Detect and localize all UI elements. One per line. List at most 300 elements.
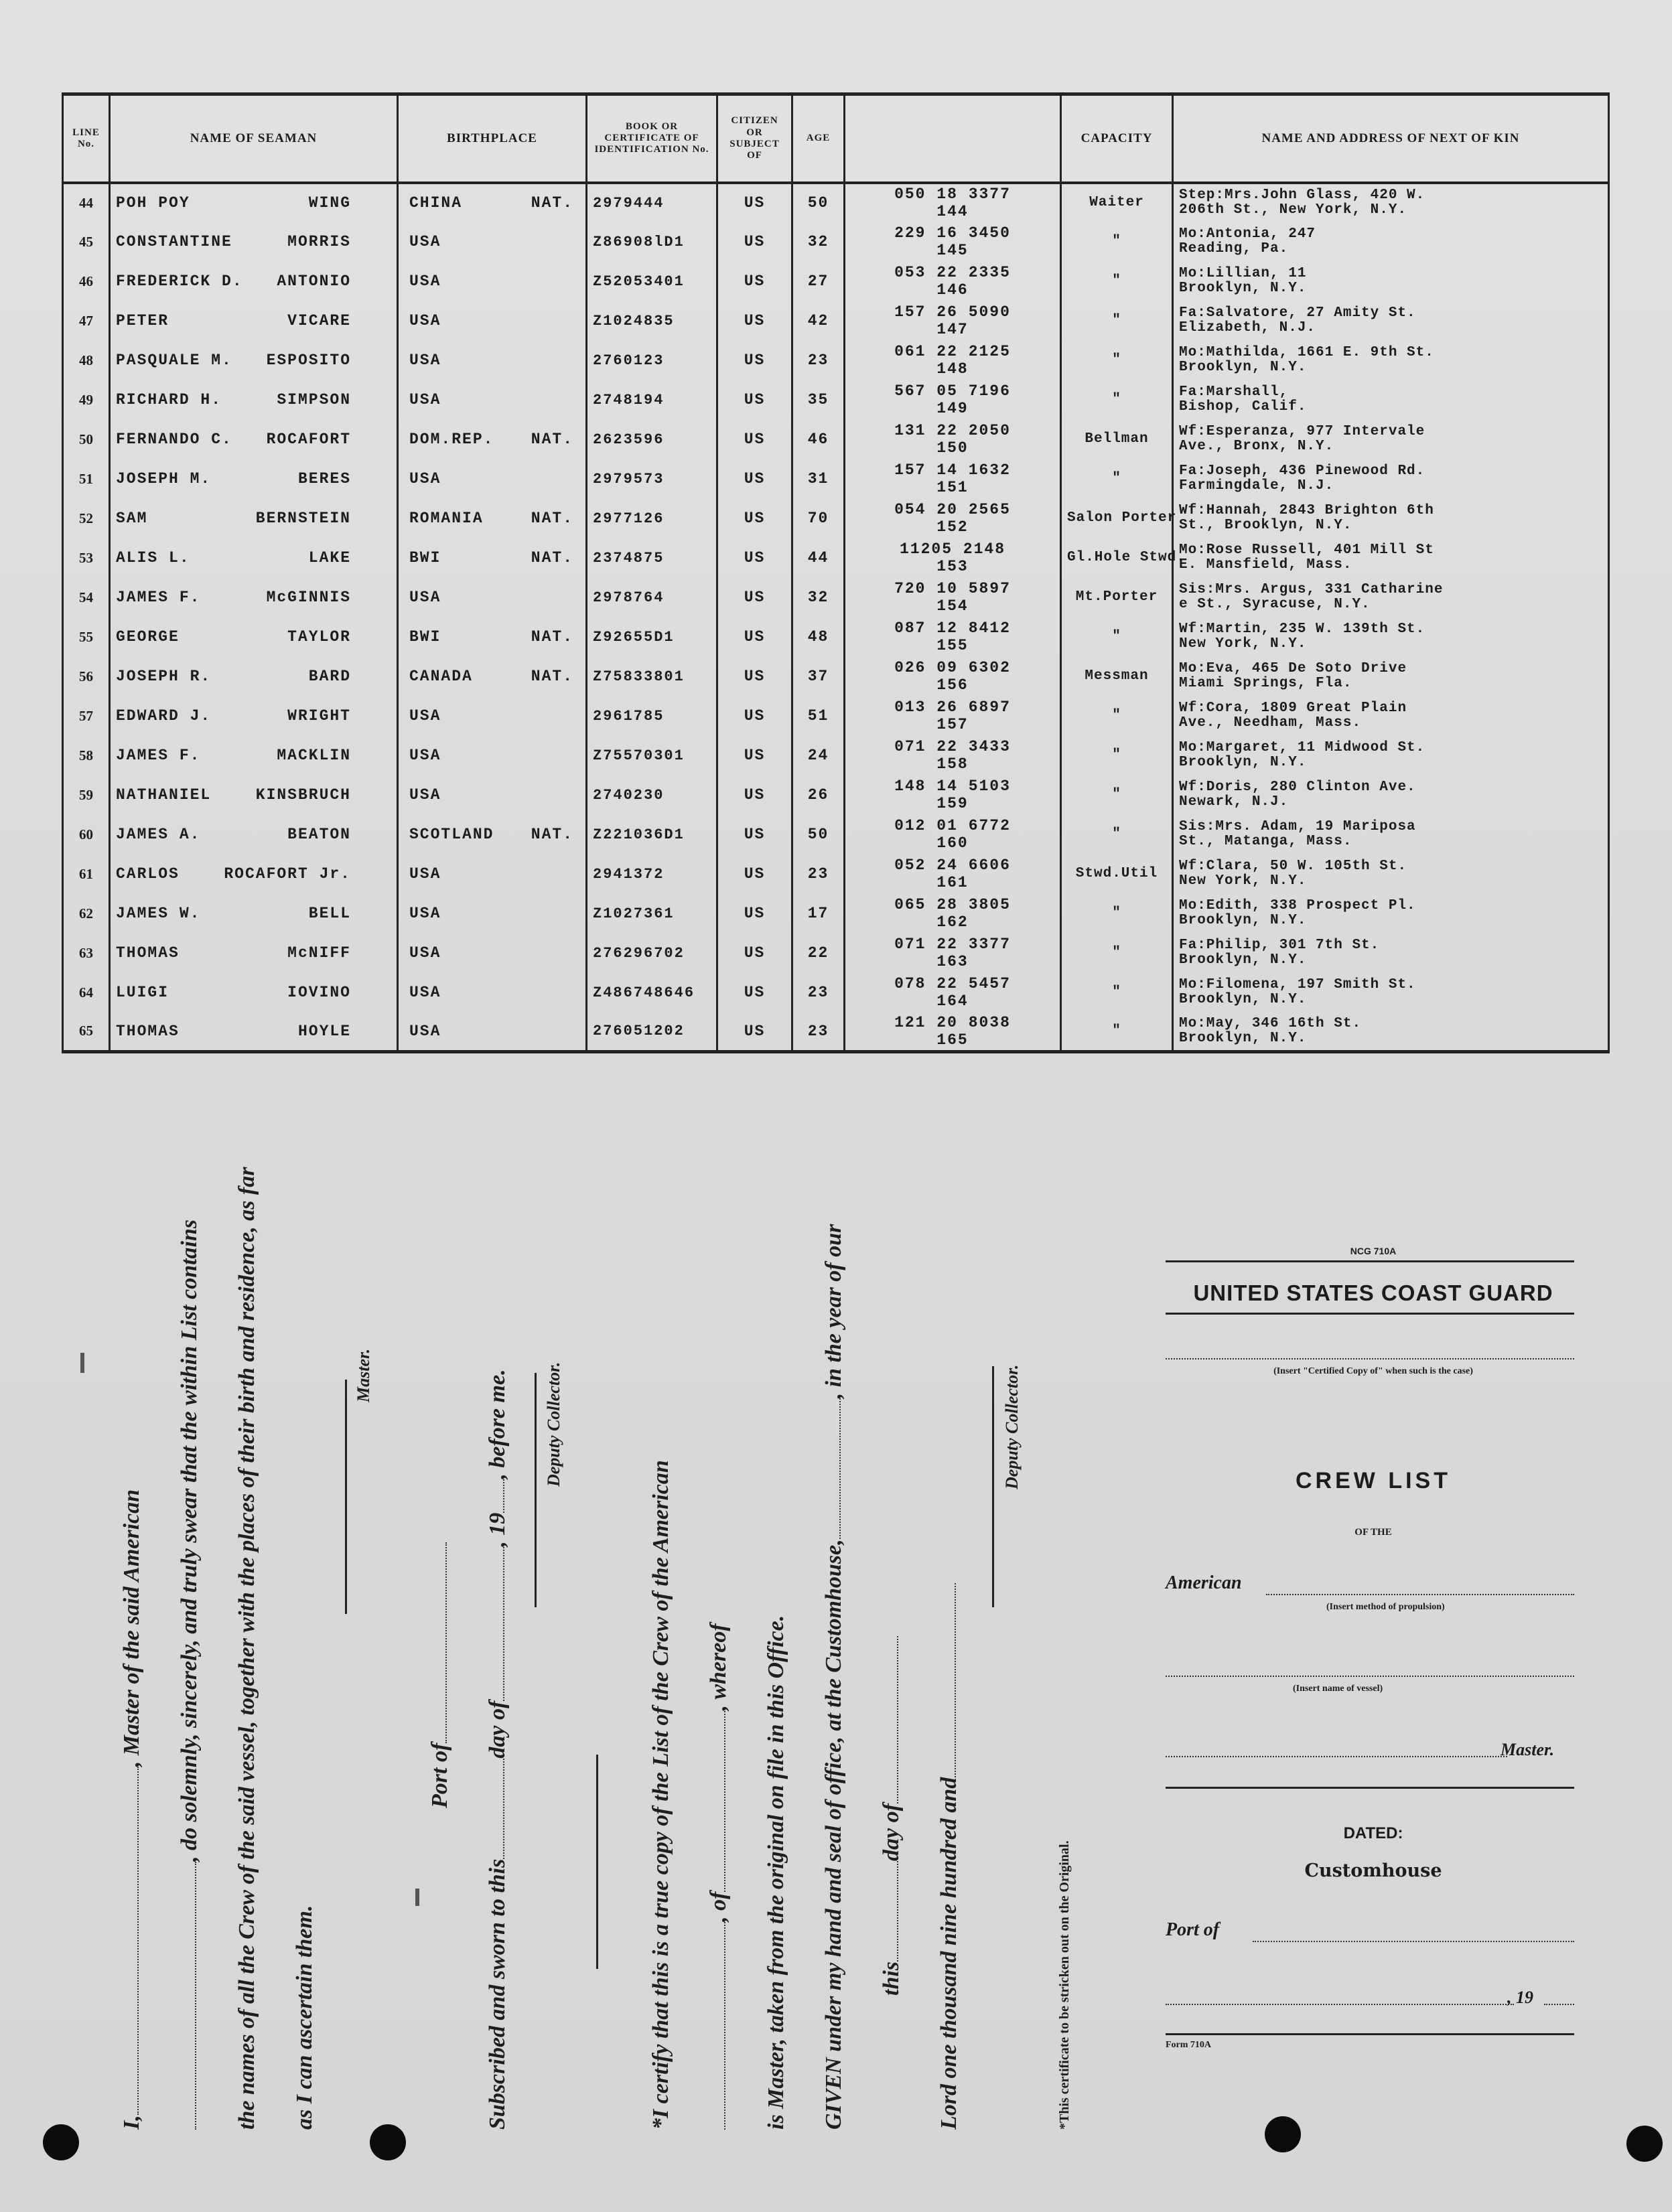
naturalized-mark: NAT. <box>531 549 573 567</box>
line-number: 45 <box>63 222 110 262</box>
sworn-month-blank[interactable] <box>503 1547 504 1701</box>
line-number: 52 <box>63 499 110 538</box>
next-of-kin <box>1173 499 1609 538</box>
line-number: 57 <box>63 696 110 736</box>
serial-number <box>845 973 1061 1013</box>
serial-line-1: 065 28 3805 <box>894 896 1011 913</box>
serial-line-2: 154 <box>936 597 969 615</box>
serial-line-1: 148 14 5103 <box>894 778 1011 795</box>
first-name: PETER <box>116 312 169 329</box>
next-of-kin <box>1173 696 1609 736</box>
serial-line-2: 155 <box>936 637 969 654</box>
divider-line <box>596 1755 598 1969</box>
table-row <box>63 578 1609 617</box>
book-number: Z75833801 <box>587 657 717 696</box>
master-name-blank[interactable] <box>137 1767 139 2115</box>
naturalized-mark: NAT. <box>531 826 573 843</box>
book-number: 276051202 <box>587 1013 717 1052</box>
oath-i: I, <box>119 2115 144 2130</box>
birthplace-country: USA <box>409 273 441 290</box>
master-blank[interactable] <box>1166 1756 1507 1757</box>
capacity: " <box>1061 222 1173 262</box>
master-label: Master. <box>354 1348 373 1402</box>
next-of-kin <box>1173 262 1609 301</box>
citizenship: US <box>717 1013 792 1052</box>
form-port-blank[interactable] <box>1253 1941 1574 1942</box>
cert-dayof: day of <box>879 1803 904 1861</box>
kin-line-1: Wf:Doris, 280 Clinton Ave. <box>1179 779 1416 795</box>
birthplace <box>398 973 587 1013</box>
birthplace-country: USA <box>409 984 441 1001</box>
next-of-kin <box>1173 459 1609 499</box>
birthplace-country: USA <box>409 352 441 369</box>
table-row <box>63 341 1609 380</box>
citizenship: US <box>717 341 792 380</box>
serial-number <box>845 696 1061 736</box>
cert-lord: Lord one thousand nine hundred and <box>936 1777 961 2130</box>
birthplace <box>398 934 587 973</box>
table-row <box>63 617 1609 657</box>
cert-line-2 <box>706 1623 732 2130</box>
table-row <box>63 657 1609 696</box>
age: 50 <box>792 815 845 855</box>
seaman-name <box>110 736 398 776</box>
citizenship: US <box>717 855 792 894</box>
capacity: " <box>1061 736 1173 776</box>
header-name: NAME OF SEAMAN <box>110 94 398 183</box>
kin-line-2: Ave., Needham, Mass. <box>1179 715 1362 731</box>
kin-line-1: Fa:Salvatore, 27 Amity St. <box>1179 305 1416 321</box>
cert-year-blank[interactable] <box>955 1583 956 1777</box>
birthplace <box>398 855 587 894</box>
oath-line-2 <box>177 1220 202 2130</box>
serial-line-2: 145 <box>936 242 969 259</box>
seaman-name <box>110 855 398 894</box>
birthplace-country: USA <box>409 747 441 764</box>
last-name: BERNSTEIN <box>255 510 351 527</box>
serial-line-2: 156 <box>936 676 969 694</box>
serial-line-2: 147 <box>936 321 969 338</box>
next-of-kin <box>1173 183 1609 222</box>
naturalized-mark: NAT. <box>531 668 573 685</box>
capacity: " <box>1061 696 1173 736</box>
birthplace-country: BWI <box>409 628 441 646</box>
header-next-of-kin: NAME AND ADDRESS OF NEXT OF KIN <box>1173 94 1609 183</box>
next-of-kin <box>1173 855 1609 894</box>
book-number: 2977126 <box>587 499 717 538</box>
age: 46 <box>792 420 845 459</box>
table-row <box>63 222 1609 262</box>
of-the-label: OF THE <box>1354 1527 1392 1538</box>
serial-line-1: 11205 2148 <box>899 540 1006 558</box>
cert-line-1: *I certify that this is a true copy of the List of the Crew of the American <box>648 1460 673 2130</box>
capacity: " <box>1061 934 1173 973</box>
book-number: 2961785 <box>587 696 717 736</box>
first-name: JOSEPH R. <box>116 668 212 685</box>
capacity: " <box>1061 973 1173 1013</box>
kin-line-1: Fa:Philip, 301 7th St. <box>1179 937 1380 953</box>
age: 24 <box>792 736 845 776</box>
birthplace <box>398 222 587 262</box>
header-age: AGE <box>792 94 845 183</box>
kin-line-2: Brooklyn, N.Y. <box>1179 360 1307 375</box>
oath-block <box>119 1167 1164 2130</box>
table-row <box>63 934 1609 973</box>
kin-line-1: Mo:May, 346 16th St. <box>1179 1015 1362 1031</box>
age: 32 <box>792 222 845 262</box>
punch-hole <box>370 2124 406 2160</box>
line-number: 61 <box>63 855 110 894</box>
birthplace <box>398 262 587 301</box>
line-number: 60 <box>63 815 110 855</box>
capacity: Waiter <box>1061 183 1173 222</box>
table-row <box>63 736 1609 776</box>
next-of-kin <box>1173 538 1609 578</box>
age: 51 <box>792 696 845 736</box>
kin-line-2: Farmingdale, N.J. <box>1179 478 1334 494</box>
oath-line-1 <box>119 1489 145 2130</box>
birthplace <box>398 420 587 459</box>
last-name: ROCAFORT Jr. <box>224 865 351 883</box>
serial-number <box>845 894 1061 934</box>
book-number: 2740230 <box>587 776 717 815</box>
next-of-kin <box>1173 894 1609 934</box>
first-name: CARLOS <box>116 865 180 883</box>
dated-label: DATED: <box>1343 1824 1403 1842</box>
kin-line-1: Wf:Esperanza, 977 Intervale <box>1179 423 1425 439</box>
deputy-signature-line-1[interactable] <box>535 1373 537 1607</box>
serial-line-2: 152 <box>936 518 969 536</box>
serial-line-1: 078 22 5457 <box>894 975 1011 992</box>
header-birthplace: BIRTHPLACE <box>398 94 587 183</box>
serial-line-2: 157 <box>936 716 969 733</box>
serial-number <box>845 934 1061 973</box>
birthplace <box>398 894 587 934</box>
serial-line-2: 161 <box>936 874 969 891</box>
port-blank[interactable] <box>445 1542 447 1743</box>
table-row <box>63 855 1609 894</box>
sworn-label: Subscribed and sworn to this <box>485 1858 510 2130</box>
birthplace <box>398 1013 587 1052</box>
citizenship: US <box>717 657 792 696</box>
kin-line-2: New York, N.Y. <box>1179 873 1307 889</box>
book-number: 2979444 <box>587 183 717 222</box>
serial-number <box>845 578 1061 617</box>
birthplace-country: USA <box>409 786 441 804</box>
cert-vessel-blank[interactable] <box>724 1922 725 2130</box>
serial-line-1: 071 22 3433 <box>894 738 1011 755</box>
seaman-name <box>110 380 398 420</box>
kin-line-1: Mo:Filomena, 197 Smith St. <box>1179 976 1416 992</box>
kin-line-2: Miami Springs, Fla. <box>1179 676 1352 691</box>
cert-port-blank[interactable] <box>724 1711 725 1892</box>
seaman-name <box>110 696 398 736</box>
next-of-kin <box>1173 1013 1609 1052</box>
cert-this: this <box>879 1961 904 1996</box>
table-row <box>63 183 1609 222</box>
sworn-year-blank[interactable] <box>503 1479 504 1513</box>
first-name: EDWARD J. <box>116 707 212 725</box>
line-number: 49 <box>63 380 110 420</box>
citizenship: US <box>717 499 792 538</box>
propulsion-blank[interactable] <box>1266 1594 1574 1595</box>
kin-line-1: Step:Mrs.John Glass, 420 W. <box>1179 187 1425 203</box>
table-row <box>63 459 1609 499</box>
first-name: SAM <box>116 510 148 527</box>
table-row <box>63 262 1609 301</box>
age: 50 <box>792 183 845 222</box>
birthplace-country: USA <box>409 707 441 725</box>
first-name: FERNANDO C. <box>116 431 232 448</box>
serial-line-2: 158 <box>936 755 969 773</box>
cert-day-blank[interactable] <box>897 1861 898 1962</box>
serial-line-1: 720 10 5897 <box>894 580 1011 597</box>
last-name: WRIGHT <box>287 707 351 725</box>
kin-line-2: Brooklyn, N.Y. <box>1179 992 1307 1007</box>
serial-line-1: 087 12 8412 <box>894 619 1011 637</box>
last-name: VICARE <box>287 312 351 329</box>
age: 23 <box>792 341 845 380</box>
form-date-blank[interactable] <box>1166 2004 1514 2005</box>
rule-mid <box>1166 1787 1574 1789</box>
capacity: Mt.Porter <box>1061 578 1173 617</box>
book-number: 2941372 <box>587 855 717 894</box>
book-number: 2760123 <box>587 341 717 380</box>
line-number: 44 <box>63 183 110 222</box>
form-code: NCG 710A <box>1350 1246 1397 1256</box>
capacity: " <box>1061 815 1173 855</box>
book-number: 2374875 <box>587 538 717 578</box>
table-row <box>63 538 1609 578</box>
kin-line-1: Mo:Edith, 338 Prospect Pl. <box>1179 897 1416 913</box>
deputy-signature-line-2[interactable] <box>992 1366 994 1607</box>
serial-number <box>845 1013 1061 1052</box>
port-line <box>427 1542 453 1808</box>
birthplace-country: SCOTLAND <box>409 826 494 843</box>
kin-line-1: Fa:Marshall, <box>1179 384 1289 400</box>
kin-line-1: Mo:Lillian, 11 <box>1179 265 1307 281</box>
line-number: 47 <box>63 301 110 341</box>
sworn-dayof: day of <box>485 1700 510 1759</box>
vessel-blank[interactable] <box>1166 1676 1574 1677</box>
serial-line-2: 162 <box>936 913 969 931</box>
next-of-kin <box>1173 301 1609 341</box>
capacity: Messman <box>1061 657 1173 696</box>
table-row <box>63 815 1609 855</box>
kin-line-1: Wf:Cora, 1809 Great Plain <box>1179 700 1407 716</box>
next-of-kin <box>1173 736 1609 776</box>
citizenship: US <box>717 894 792 934</box>
age: 32 <box>792 578 845 617</box>
line-number: 65 <box>63 1013 110 1052</box>
serial-number <box>845 617 1061 657</box>
serial-number <box>845 855 1061 894</box>
header-line-no: LINE No. <box>63 94 110 183</box>
last-name: LAKE <box>308 549 351 567</box>
serial-number <box>845 776 1061 815</box>
next-of-kin <box>1173 776 1609 815</box>
first-name: PASQUALE M. <box>116 352 232 369</box>
next-of-kin <box>1173 222 1609 262</box>
seaman-name <box>110 815 398 855</box>
table-row <box>63 301 1609 341</box>
seaman-name <box>110 499 398 538</box>
last-name: MACKLIN <box>277 747 351 764</box>
first-name: ALIS L. <box>116 549 190 567</box>
age: 31 <box>792 459 845 499</box>
kin-line-2: Brooklyn, N.Y. <box>1179 952 1307 968</box>
punch-hole <box>1265 2116 1301 2152</box>
seaman-name <box>110 341 398 380</box>
kin-line-1: Sis:Mrs. Argus, 331 Catharine <box>1179 581 1444 597</box>
serial-line-2: 165 <box>936 1031 969 1049</box>
capacity: " <box>1061 341 1173 380</box>
birthplace-country: CANADA <box>409 668 473 685</box>
kin-line-2: New York, N.Y. <box>1179 636 1307 652</box>
citizenship: US <box>717 301 792 341</box>
first-name: NATHANIEL <box>116 786 212 804</box>
serial-number <box>845 380 1061 420</box>
book-number: Z92655D1 <box>587 617 717 657</box>
birthplace <box>398 301 587 341</box>
citizenship: US <box>717 578 792 617</box>
cert-whereof: , whereof <box>706 1623 731 1711</box>
serial-line-1: 053 22 2335 <box>894 264 1011 281</box>
seaman-name <box>110 538 398 578</box>
kin-line-2: Ave., Bronx, N.Y. <box>1179 439 1334 454</box>
customhouse-label: Customhouse <box>1304 1860 1442 1881</box>
seaman-name <box>110 420 398 459</box>
serial-line-1: 121 20 8038 <box>894 1013 1011 1031</box>
birthplace-country: USA <box>409 233 441 250</box>
seaman-name <box>110 617 398 657</box>
birthplace-country: DOM.REP. <box>409 431 494 448</box>
certified-note: (Insert "Certified Copy of" when such is the case) <box>1273 1366 1473 1376</box>
cert-month-blank[interactable] <box>897 1636 898 1803</box>
serial-line-2: 163 <box>936 953 969 970</box>
last-name: McGINNIS <box>266 589 351 606</box>
citizenship: US <box>717 617 792 657</box>
kin-line-2: Bishop, Calif. <box>1179 399 1307 415</box>
book-number: 2978764 <box>587 578 717 617</box>
serial-line-1: 012 01 6772 <box>894 817 1011 834</box>
oath-line-4: as I can ascertain them. <box>292 1905 317 2130</box>
punch-hole <box>1626 2126 1663 2162</box>
serial-line-1: 157 14 1632 <box>894 461 1011 479</box>
serial-number <box>845 736 1061 776</box>
next-of-kin <box>1173 380 1609 420</box>
kin-line-2: Brooklyn, N.Y. <box>1179 281 1307 296</box>
capacity: Gl.Hole Stwd. <box>1061 538 1173 578</box>
header-capacity: CAPACITY <box>1061 94 1173 183</box>
cert-inyear: , in the year of our <box>821 1224 846 1399</box>
line-number: 53 <box>63 538 110 578</box>
agency-title: UNITED STATES COAST GUARD <box>1193 1280 1553 1305</box>
serial-line-1: 061 22 2125 <box>894 343 1011 360</box>
serial-line-1: 567 05 7196 <box>894 382 1011 400</box>
cert-of: , of <box>706 1891 731 1922</box>
line-number: 55 <box>63 617 110 657</box>
birthplace <box>398 815 587 855</box>
last-name: SIMPSON <box>277 391 351 409</box>
serial-number <box>845 301 1061 341</box>
crew-list-title: CREW LIST <box>1296 1468 1451 1493</box>
certified-blank[interactable] <box>1166 1358 1574 1359</box>
table-row <box>63 696 1609 736</box>
vessel-name-blank[interactable] <box>195 1862 196 2130</box>
next-of-kin <box>1173 815 1609 855</box>
kin-line-2: Brooklyn, N.Y. <box>1179 913 1307 928</box>
american-label: American <box>1166 1572 1242 1593</box>
birthplace <box>398 341 587 380</box>
serial-number <box>845 183 1061 222</box>
kin-line-2: St., Brooklyn, N.Y. <box>1179 518 1352 533</box>
kin-line-1: Mo:Margaret, 11 Midwood St. <box>1179 739 1425 755</box>
serial-line-1: 131 22 2050 <box>894 422 1011 439</box>
last-name: KINSBRUCH <box>255 786 351 804</box>
footnote: *This certificate to be stricken out on the Original. <box>1057 1840 1072 2130</box>
serial-line-2: 149 <box>936 400 969 417</box>
seaman-name <box>110 222 398 262</box>
last-name: BERES <box>297 470 351 488</box>
birthplace-country: USA <box>409 470 441 488</box>
cert-customhouse-blank[interactable] <box>839 1398 841 1539</box>
sworn-day-blank[interactable] <box>503 1759 504 1859</box>
pencil-mark <box>80 1353 84 1373</box>
birthplace-country: ROMANIA <box>409 510 484 527</box>
serial-number <box>845 222 1061 262</box>
book-number: 276296702 <box>587 934 717 973</box>
oath-swear-text: , do solemnly, sincerely, and truly swear that the within List contains <box>177 1219 202 1862</box>
seaman-name <box>110 973 398 1013</box>
seaman-name <box>110 894 398 934</box>
birthplace-country: USA <box>409 312 441 329</box>
next-of-kin <box>1173 973 1609 1013</box>
before-me: , before me. <box>485 1369 510 1479</box>
form-year-label: , 19 <box>1507 1988 1533 2007</box>
first-name: JAMES F. <box>116 747 201 764</box>
pencil-mark <box>415 1889 419 1906</box>
oath-master-of: , Master of the said American <box>119 1489 144 1767</box>
kin-line-1: Wf:Hannah, 2843 Brighton 6th <box>1179 502 1434 518</box>
last-name: McNIFF <box>287 944 351 962</box>
serial-number <box>845 341 1061 380</box>
line-number: 51 <box>63 459 110 499</box>
form-number: Form 710A <box>1166 2040 1212 2050</box>
sworn-line <box>485 1369 510 2130</box>
last-name: IOVINO <box>287 984 351 1001</box>
serial-line-2: 159 <box>936 795 969 812</box>
form-panel <box>1159 1246 1574 2056</box>
first-name: CONSTANTINE <box>116 233 232 250</box>
age: 27 <box>792 262 845 301</box>
next-of-kin <box>1173 420 1609 459</box>
master-signature-line[interactable] <box>345 1380 347 1614</box>
serial-line-1: 013 26 6897 <box>894 698 1011 716</box>
birthplace <box>398 736 587 776</box>
last-name: MORRIS <box>287 233 351 250</box>
book-number: Z486748646 <box>587 973 717 1013</box>
line-number: 64 <box>63 973 110 1013</box>
kin-line-2: Reading, Pa. <box>1179 241 1289 256</box>
form-year-blank[interactable] <box>1544 2004 1574 2005</box>
last-name: ESPOSITO <box>266 352 351 369</box>
table-row <box>63 973 1609 1013</box>
seaman-name <box>110 657 398 696</box>
book-number: Z86908lD1 <box>587 222 717 262</box>
last-name: ROCAFORT <box>266 431 351 448</box>
citizenship: US <box>717 973 792 1013</box>
